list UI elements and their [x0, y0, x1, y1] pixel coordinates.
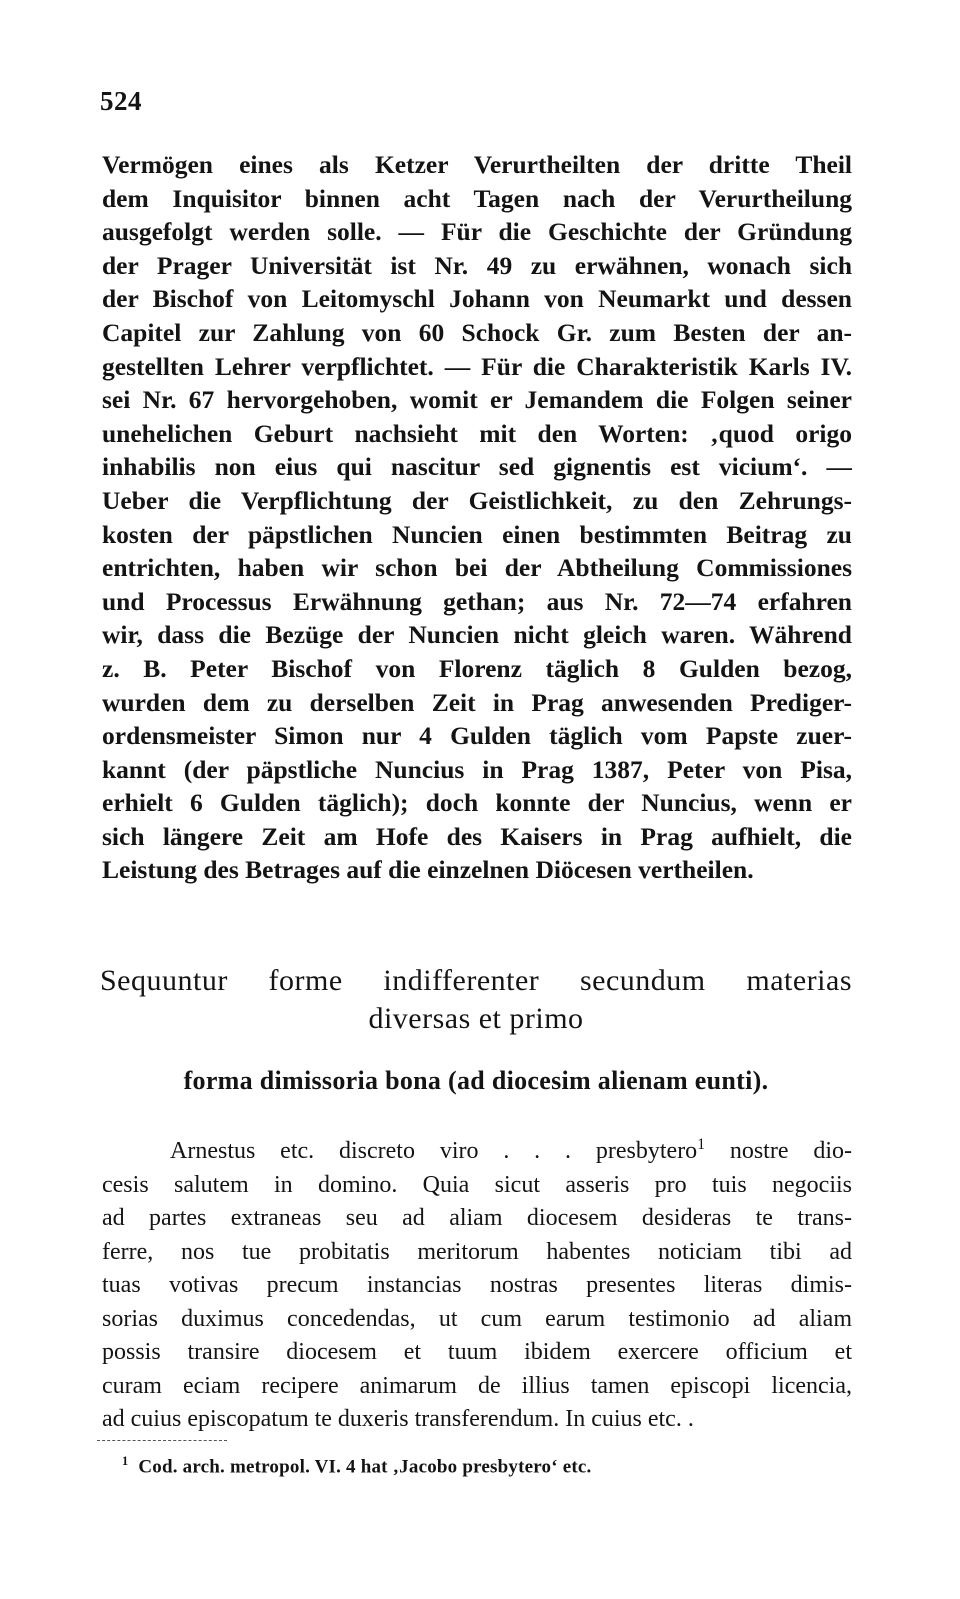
latin-line: tuas votivas precum instancias nostras presentes literas dimis-: [102, 1272, 852, 1298]
body-line: ordensmeister Simon nur 4 Gulden täglich vom Papste zuer-: [102, 721, 852, 751]
latin-line: ad cuius episcopatum te duxeris transferendum. In cuius etc. .: [102, 1406, 694, 1432]
body-line: inhabilis non eius qui nascitur sed gignentis est vicium‘. —: [102, 452, 852, 482]
footnote-marker: 1: [122, 1454, 129, 1468]
latin-line-text: Arnestus etc. discreto viro . . . presbytero: [170, 1138, 698, 1164]
section-heading: [100, 962, 852, 1038]
body-line: gestellten Lehrer verpflichtet. — Für die Charakteristik Karls IV.: [102, 351, 852, 381]
section-subheading: forma dimissoria bona (ad diocesim alienam eunti).: [183, 1066, 769, 1095]
body-line: entrichten, haben wir schon bei der Abtheilung Commissiones: [102, 553, 852, 583]
body-line: der Prager Universität ist Nr. 49 zu erwähnen, wonach sich: [102, 250, 852, 280]
body-line: sei Nr. 67 hervorgehoben, womit er Jemandem die Folgen seiner: [102, 385, 852, 415]
footnote-reference[interactable]: 1: [697, 1136, 705, 1153]
body-line: kannt (der päpstliche Nuncius in Prag 1387, Peter von Pisa,: [102, 754, 852, 784]
body-line: ausgefolgt werden solle. — Für die Geschichte der Gründung: [102, 217, 852, 247]
body-line: und Processus Erwähnung gethan; aus Nr. 72—74 erfahren: [102, 586, 852, 616]
section-heading-line: diversas et primo: [368, 1002, 584, 1035]
body-line: Capitel zur Zahlung von 60 Schock Gr. zum Besten der an-: [102, 317, 852, 347]
footnote-text: Cod. arch. metropol. VI. 4 hat ‚Jacobo presbytero‘ etc.: [138, 1456, 592, 1478]
latin-line: ferre, nos tue probitatis meritorum habentes noticiam tibi ad: [102, 1238, 852, 1265]
latin-line: sorias duximus concedendas, ut cum earum testimonio ad aliam: [102, 1305, 852, 1332]
body-line: erhielt 6 Gulden täglich); doch konnte der Nuncius, wenn er: [102, 788, 852, 818]
page-number: 524: [100, 86, 142, 116]
footnote-divider: [97, 1440, 227, 1441]
latin-line: [102, 1128, 852, 1169]
body-line: unehelichen Geburt nachsieht mit den Worten: ‚quod origo: [102, 418, 852, 448]
body-line: Leistung des Betrages auf die einzelnen Diöcesen vertheilen.: [102, 855, 754, 885]
latin-line-text: nostre dio-: [704, 1138, 852, 1164]
body-line: Vermögen eines als Ketzer Verurtheilten der dritte Theil: [102, 150, 852, 179]
body-line: Ueber die Verpflichtung der Geistlichkeit, zu den Zehrungs-: [102, 485, 852, 515]
body-line: der Bischof von Leitomyschl Johann von Neumarkt und dessen: [102, 284, 852, 314]
body-line: sich längere Zeit am Hofe des Kaisers in Prag aufhielt, die: [102, 821, 852, 851]
latin-line: possis transire diocesem et tuum ibidem exercere officium et: [102, 1339, 852, 1365]
latin-paragraph: [102, 1128, 852, 1437]
body-line: wurden dem zu derselben Zeit in Prag anwesenden Prediger-: [102, 687, 852, 717]
body-line: z. B. Peter Bischof von Florenz täglich 8 Gulden bezog,: [102, 653, 852, 683]
body-line: dem Inquisitor binnen acht Tagen nach der Verurtheilung: [102, 183, 852, 213]
body-paragraph: [102, 148, 852, 887]
latin-line: curam eciam recipere animarum de illius tamen episcopi licencia,: [102, 1372, 852, 1399]
latin-line: ad partes extraneas seu ad aliam diocesem desideras te trans-: [102, 1205, 852, 1231]
footnote: [122, 1454, 591, 1478]
latin-line: cesis salutem in domino. Quia sicut asseris pro tuis negociis: [102, 1171, 852, 1198]
body-line: wir, dass die Bezüge der Nuncien nicht gleich waren. Während: [102, 620, 852, 650]
section-heading-line: Sequuntur forme indifferenter secundum materias: [100, 964, 852, 997]
body-line: kosten der päpstlichen Nuncien einen bestimmten Beitrag zu: [102, 519, 852, 549]
